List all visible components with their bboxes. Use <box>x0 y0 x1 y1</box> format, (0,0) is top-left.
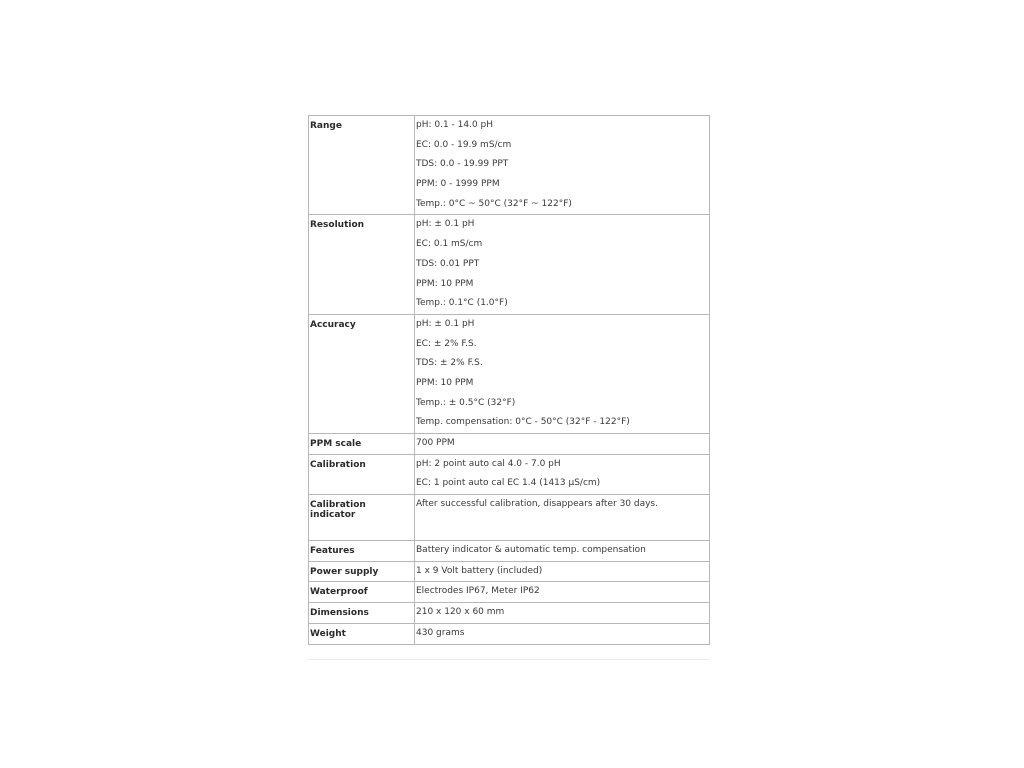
spec-row <box>309 561 710 582</box>
spec-value: Electrodes IP67, Meter IP62 <box>416 586 540 597</box>
spec-value: 700 PPM <box>416 438 455 448</box>
spec-values <box>415 314 710 433</box>
spec-label: Weight <box>309 623 415 644</box>
spec-label: PPM scale <box>309 434 415 455</box>
spec-value: 430 grams <box>416 627 465 638</box>
spec-values <box>415 561 710 582</box>
spec-values <box>415 603 710 624</box>
spec-row <box>309 215 710 314</box>
spec-value: Temp. compensation: 0°C - 50°C (32°F - 122°F) <box>416 417 630 428</box>
spec-value: TDS: 0.01 PPT <box>416 258 480 269</box>
spec-label: Accuracy <box>309 314 415 433</box>
spec-value: EC: ± 2% F.S. <box>416 338 477 349</box>
spec-values <box>415 215 710 314</box>
spec-values <box>415 495 710 541</box>
spec-value: EC: 0.1 mS/cm <box>416 239 483 250</box>
spec-row <box>309 454 710 494</box>
spec-value: After successful calibration, disappears after 30 days. <box>416 499 658 510</box>
spec-value: pH: 2 point auto cal 4.0 - 7.0 pH <box>416 458 561 469</box>
spec-label: Dimensions <box>309 603 415 624</box>
spec-row <box>309 603 710 624</box>
spec-value: 1 x 9 Volt battery (included) <box>416 565 543 576</box>
spec-values <box>415 623 710 644</box>
spec-values <box>415 116 710 215</box>
spec-label: Resolution <box>309 215 415 314</box>
spec-row <box>309 116 710 215</box>
spec-value: Battery indicator & automatic temp. compensation <box>416 545 646 556</box>
spec-value: Temp.: 0.1°C (1.0°F) <box>416 298 508 309</box>
spec-value: PPM: 10 PPM <box>416 278 474 289</box>
spec-label: Calibration <box>309 454 415 494</box>
spec-label: Power supply <box>309 561 415 582</box>
spec-value: TDS: 0.0 - 19.99 PPT <box>416 159 509 170</box>
spec-value: Temp.: 0°C ~ 50°C (32°F ~ 122°F) <box>416 198 572 209</box>
spec-row <box>309 582 710 603</box>
spec-values <box>415 454 710 494</box>
bottom-divider <box>308 659 710 660</box>
spec-value: pH: ± 0.1 pH <box>416 318 475 329</box>
spec-value: EC: 1 point auto cal EC 1.4 (1413 µS/cm) <box>416 478 601 489</box>
spec-row <box>309 623 710 644</box>
spec-label: Range <box>309 116 415 215</box>
spec-values <box>415 541 710 562</box>
spec-value: pH: ± 0.1 pH <box>416 219 475 230</box>
spec-values <box>415 434 710 455</box>
spec-value: pH: 0.1 - 14.0 pH <box>416 120 494 130</box>
spec-label: Waterproof <box>309 582 415 603</box>
specifications-body <box>309 116 710 645</box>
spec-value: PPM: 0 - 1999 PPM <box>416 179 500 190</box>
spec-label: Features <box>309 541 415 562</box>
spec-row <box>309 541 710 562</box>
spec-value: 210 x 120 x 60 mm <box>416 607 505 618</box>
spec-value: PPM: 10 PPM <box>416 377 474 388</box>
spec-value: TDS: ± 2% F.S. <box>416 358 483 369</box>
spec-row <box>309 495 710 541</box>
spec-value: Temp.: ± 0.5°C (32°F) <box>416 397 516 408</box>
spec-row <box>309 434 710 455</box>
specifications-table <box>308 115 710 645</box>
spec-value: EC: 0.0 - 19.9 mS/cm <box>416 139 512 150</box>
spec-values <box>415 582 710 603</box>
spec-row <box>309 314 710 433</box>
spec-label: Calibration indicator <box>309 495 415 541</box>
